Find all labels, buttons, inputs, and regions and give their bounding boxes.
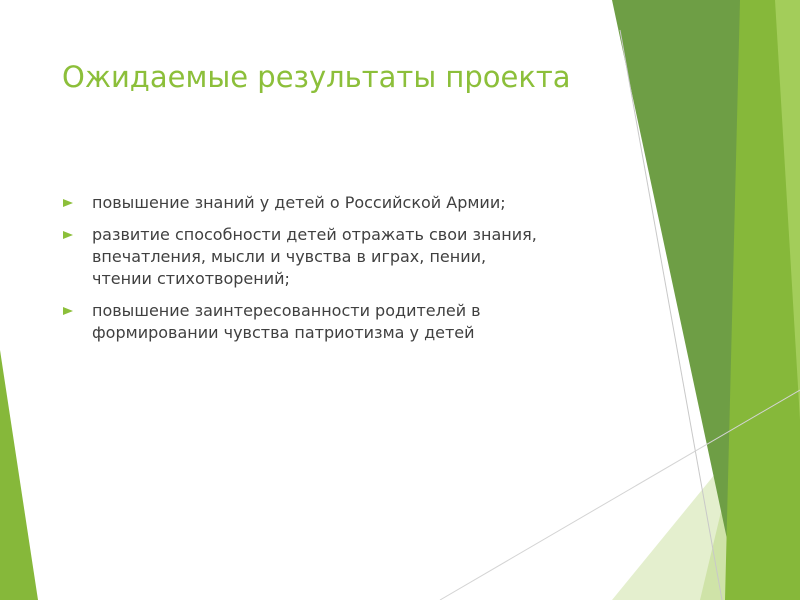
bullet-item (62, 192, 582, 214)
bullet-line: развитие способности детей отражать свои знания, (92, 225, 537, 244)
bullet-list (62, 192, 582, 354)
bullet-line: повышение знаний у детей о Российской Армии; (92, 193, 506, 212)
triangle-right-icon (62, 197, 74, 209)
bullet-item (62, 300, 582, 344)
bullet-line: чтении стихотворений; (92, 269, 290, 288)
bullet-item (62, 224, 582, 290)
bullet-line: впечатления, мысли и чувства в играх, пении, (92, 247, 487, 266)
bullet-line: формировании чувства патриотизма у детей (92, 323, 475, 342)
bullet-line: повышение заинтересованности родителей в (92, 301, 481, 320)
triangle-right-icon (62, 229, 74, 241)
slide-title: Ожидаемые результаты проекта (62, 60, 571, 94)
triangle-right-icon (62, 305, 74, 317)
left-green-triangle-shape (0, 350, 38, 600)
